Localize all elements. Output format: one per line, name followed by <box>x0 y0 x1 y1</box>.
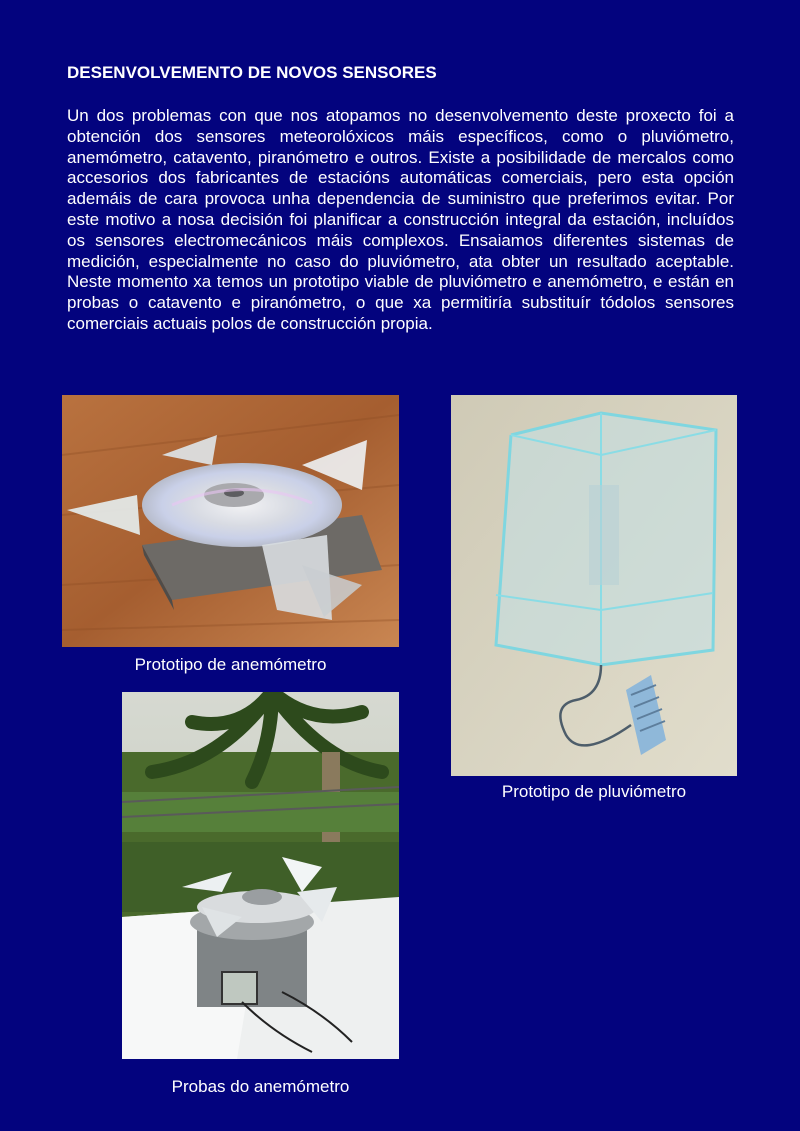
body-paragraph: Un dos problemas con que nos atopamos no desenvolvemento deste proxecto foi a obtención dos sensores meteorolóxicos máis específicos, como o pluviómetro, anemómetro, catavento, piranómetro e outros. Existe a posibilidade de mercalos como accesorios dos fabricantes de estacións automáticas comerciais, pero esta opción ademáis de cara provoca unha dependencia de suministro que preferimos evitar. Por este motivo a nosa decisión foi planificar a construcción integral da estación, incluídos os sensores electromecánicos máis complexos. Ensaiamos diferentes sistemas de medición, especialmente no caso do pluviómetro, ata obter un resultado aceptable. Neste momento xa temos un prototipo viable de pluviómetro e anemómetro, e están en probas o catavento e piranómetro, o que xa permitiría substituír tódolos sensores comerciais actuais polos de construcción propia. <box>67 106 734 333</box>
anemometer-prototype-caption: Prototipo de anemómetro <box>134 655 327 674</box>
anemometer-test-caption: Probas do anemómetro <box>171 1077 350 1096</box>
section-title: DESENVOLVEMENTO DE NOVOS SENSORES <box>67 63 437 82</box>
anemometer-test-photo <box>122 692 399 1059</box>
anemometer-prototype-photo <box>62 395 399 647</box>
rain-gauge-prototype-caption: Prototipo de pluviómetro <box>501 782 687 801</box>
rain-gauge-prototype-photo <box>451 395 737 776</box>
